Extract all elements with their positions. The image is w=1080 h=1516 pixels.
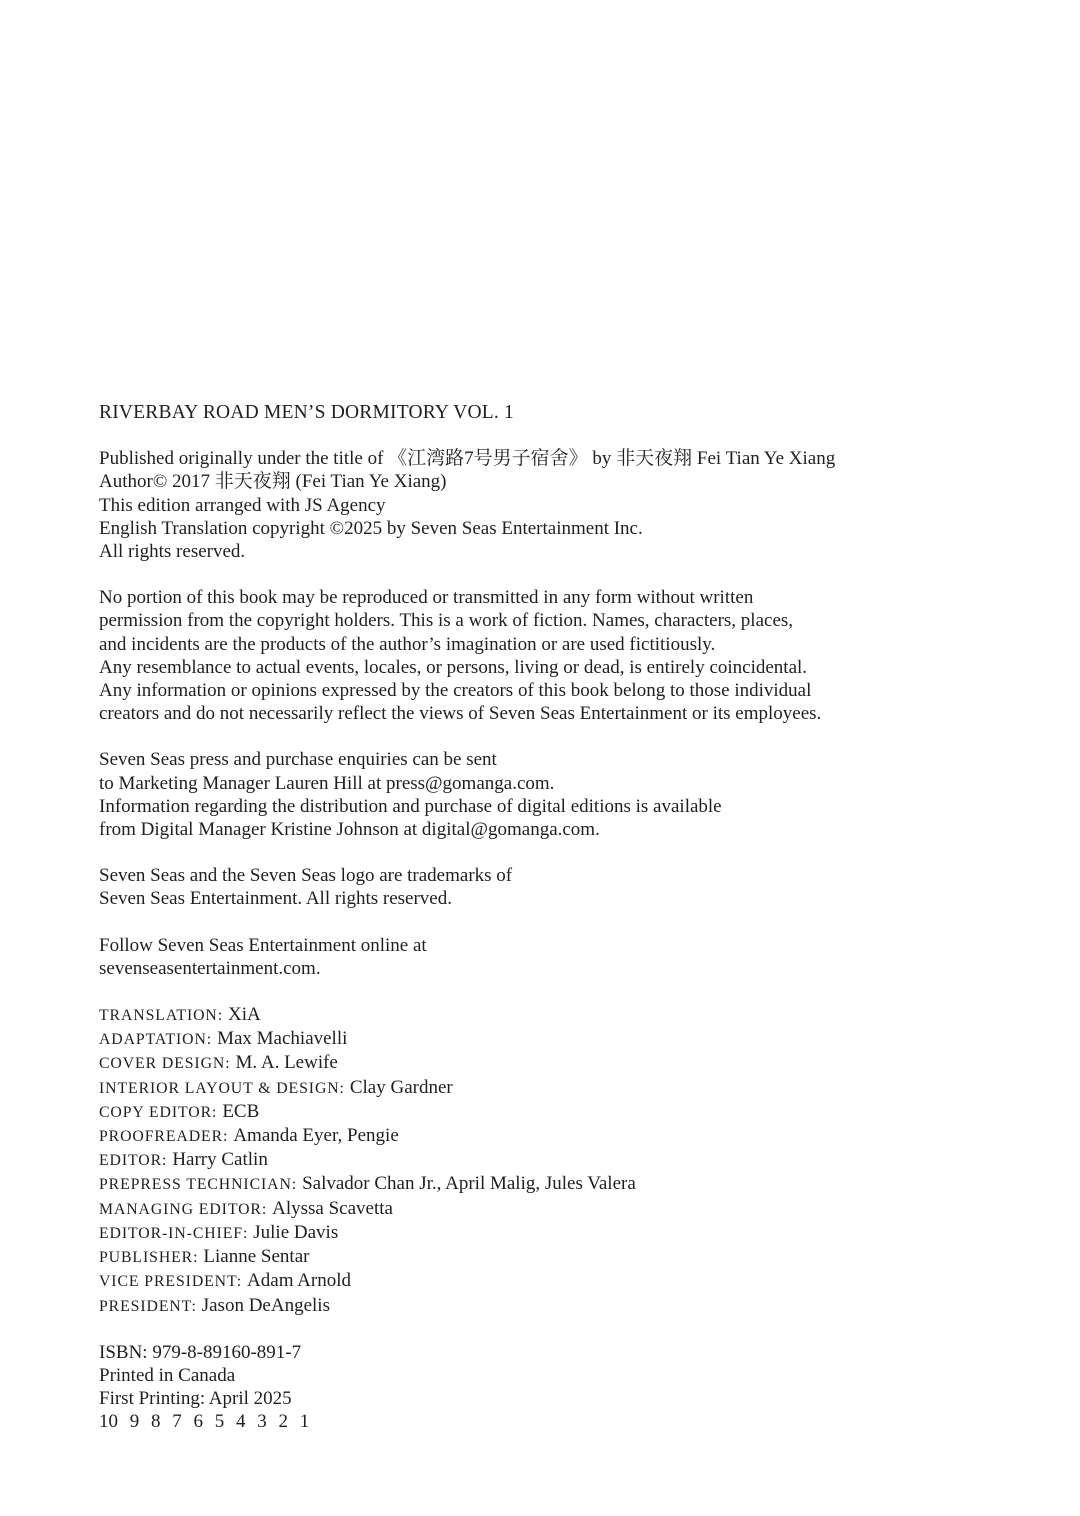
credit-person: M. A. Lewife: [235, 1052, 338, 1074]
first-printing-line: First Printing: April 2025: [99, 1388, 292, 1410]
text-line: Any information or opinions expressed by the creators of this book belong to those individual: [99, 680, 812, 702]
credit-person: Jason DeAngelis: [201, 1294, 330, 1316]
legal-notice: [99, 586, 939, 725]
credit-role-label: COVER DESIGN:: [99, 1055, 231, 1073]
credit-line: [99, 1100, 939, 1124]
credit-role-label: VICE PRESIDENT:: [99, 1273, 243, 1291]
credit-line: [99, 1027, 939, 1051]
credit-line: [99, 1051, 939, 1075]
credit-line: [99, 1148, 939, 1172]
isbn-line: ISBN: 979-8-89160-891-7: [99, 1341, 302, 1363]
credit-person: Harry Catlin: [172, 1149, 268, 1171]
credit-line: [99, 1221, 939, 1245]
text-line: to Marketing Manager Lauren Hill at press@gomanga.com.: [99, 772, 555, 794]
print-info: [99, 1341, 939, 1434]
credit-person: ECB: [222, 1100, 260, 1122]
text-line: Seven Seas press and purchase enquiries can be sent: [99, 749, 497, 771]
text-line: Follow Seven Seas Entertainment online at: [99, 934, 427, 956]
text-line: from Digital Manager Kristine Johnson at digital@gomanga.com.: [99, 819, 600, 841]
text-blocks: [99, 447, 939, 980]
credit-person: Alyssa Scavetta: [272, 1197, 393, 1219]
credit-role-label: TRANSLATION:: [99, 1007, 224, 1025]
credit-role-label: MANAGING EDITOR:: [99, 1200, 268, 1218]
credit-person: Amanda Eyer, Pengie: [233, 1125, 399, 1147]
text-line: Author© 2017 非天夜翔 (Fei Tian Ye Xiang): [99, 471, 447, 493]
credit-role-label: PREPRESS TECHNICIAN:: [99, 1176, 298, 1194]
credit-role-label: COPY EDITOR:: [99, 1103, 218, 1121]
text-line: Published originally under the title of 《江湾路7号男子宿舍》 by 非天夜翔 Fei Tian Ye Xiang: [99, 448, 836, 470]
credit-line: [99, 1245, 939, 1269]
credit-person: Adam Arnold: [247, 1270, 352, 1292]
credits-list: [99, 1003, 939, 1318]
colophon-content: [99, 401, 939, 1457]
trademark-notice: [99, 864, 939, 910]
text-line: permission from the copyright holders. This is a work of fiction. Names, characters, places,: [99, 610, 794, 632]
text-line: This edition arranged with JS Agency: [99, 494, 386, 516]
credit-person: Max Machiavelli: [217, 1028, 348, 1050]
credit-role-label: ADAPTATION:: [99, 1031, 213, 1049]
text-line: creators and do not necessarily reflect the views of Seven Seas Entertainment or its employees.: [99, 703, 822, 725]
credit-line: [99, 1197, 939, 1221]
credit-line: [99, 1124, 939, 1148]
text-line: English Translation copyright ©2025 by Seven Seas Entertainment Inc.: [99, 517, 643, 539]
contact-info: [99, 748, 939, 841]
credit-role-label: EDITOR:: [99, 1152, 168, 1170]
credit-line: [99, 1076, 939, 1100]
credit-line: [99, 1172, 939, 1196]
credit-role-label: PRESIDENT:: [99, 1297, 197, 1315]
text-line: and incidents are the products of the author’s imagination or are used fictitiously.: [99, 633, 716, 655]
text-line: Information regarding the distribution and purchase of digital editions is available: [99, 795, 722, 817]
credit-person: Lianne Sentar: [203, 1246, 310, 1268]
text-line: sevenseasentertainment.com.: [99, 957, 321, 979]
credit-person: Salvador Chan Jr., April Malig, Jules Valera: [302, 1173, 636, 1195]
credit-role-label: PROOFREADER:: [99, 1128, 229, 1146]
follow-info: [99, 934, 939, 980]
credit-line: [99, 1294, 939, 1318]
credit-role-label: EDITOR-IN-CHIEF:: [99, 1224, 249, 1242]
page-title: RIVERBAY ROAD MEN’S DORMITORY VOL. 1: [99, 402, 514, 423]
credit-person: XiA: [228, 1004, 261, 1026]
text-line: All rights reserved.: [99, 541, 246, 563]
credit-line: [99, 1003, 939, 1027]
text-line: No portion of this book may be reproduced or transmitted in any form without written: [99, 587, 754, 609]
publication-info: [99, 447, 939, 563]
credit-person: Clay Gardner: [349, 1076, 453, 1098]
printed-in-line: Printed in Canada: [99, 1364, 236, 1386]
text-line: Any resemblance to actual events, locales, or persons, living or dead, is entirely coincidental.: [99, 656, 808, 678]
credit-line: [99, 1269, 939, 1293]
text-line: Seven Seas Entertainment. All rights reserved.: [99, 888, 452, 910]
credit-person: Julie Davis: [253, 1221, 339, 1243]
text-line: Seven Seas and the Seven Seas logo are trademarks of: [99, 865, 513, 887]
credit-role-label: PUBLISHER:: [99, 1249, 199, 1267]
credit-role-label: INTERIOR LAYOUT & DESIGN:: [99, 1079, 345, 1097]
print-run-line: 10 9 8 7 6 5 4 3 2 1: [99, 1411, 310, 1433]
